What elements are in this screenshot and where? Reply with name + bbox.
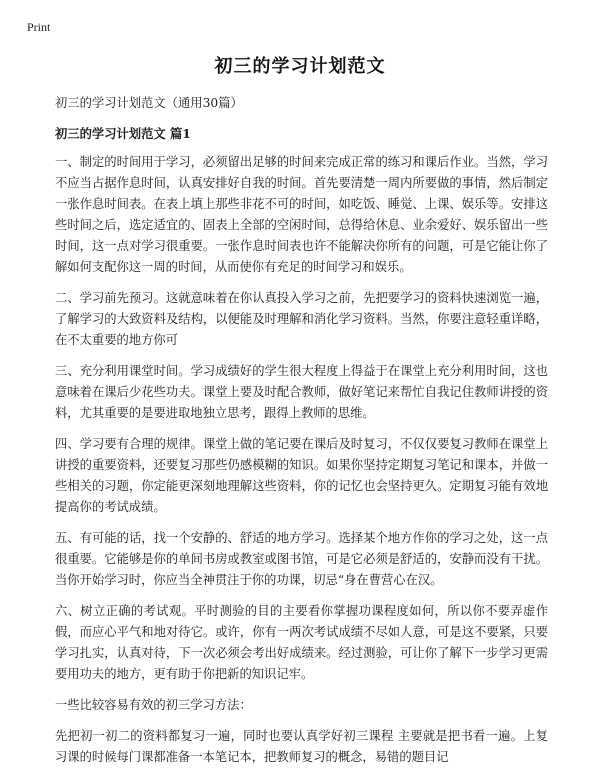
print-link[interactable]: Print <box>27 20 51 34</box>
document-subtitle: 初三的学习计划范文（通用30篇） <box>55 96 243 110</box>
paragraph-7: 一些比较容易有效的初三学习方法： <box>55 698 252 712</box>
paragraph-8: 先把初一初二的资料都复习一遍，同时也要认真学好初三课程 主要就是把书看一遍。上复习课的时候每门课都准备一本笔记本，把教师复习的概念，易错的题目记 <box>55 729 548 764</box>
paragraph-3: 三、充分利用课堂时间。学习成绩好的学生很大程度上得益于在课堂上充分利用时间，这也意味着在课后少花些功夫。课堂上要及时配合教师，做好笔记来帮忙自我记住教师讲授的资料，尤其重要的是要进取地独立思考，跟得上教师的思维。 <box>55 364 548 420</box>
paragraph-6: 六、树立正确的考试观。平时测验的目的主要看你掌握功课程度如何，所以你不要弄虚作假，而应心平气和地对待它。或许，你有一两次考试成绩不尽如人意，可是这不要紧，只要学习扎实，认真对待，下一次必须会考出好成绩来。经过测验，可让你了解下一步学习更需要用功夫的地方，更有助于你把新的知识记牢。 <box>55 604 548 681</box>
paragraph-4: 四、学习要有合理的规律。课堂上做的笔记要在课后及时复习，不仅仅要复习教师在课堂上讲授的重要资料，还要复习那些仍感模糊的知识。如果你坚持定期复习笔记和课本，并做一些相关的习题，你定能更深刻地理解这些资料，你的记忆也会坚持更久。定期复习能有效地提高你的考试成绩。 <box>55 437 548 514</box>
document-body <box>55 93 548 778</box>
page-title: 初三的学习计划范文 <box>214 56 386 77</box>
section-heading: 初三的学习计划范文 篇1 <box>55 126 191 141</box>
paragraph-5: 五、有可能的话，找一个安静的、舒适的地方学习。选择某个地方作你的学习之处，这一点很重要。它能够是你的单间书房或教室或图书馆，可是它必须是舒适的，安静而没有干扰。当你开始学习时，你应当全神贯注于你的功课，切忌“身在曹营心在汉。 <box>55 531 548 587</box>
paragraph-1: 一、制定的时间用于学习，必须留出足够的时间来完成正常的练习和课后作业。当然，学习不应当占据作息时间，认真安排好自我的时间。首先要清楚一周内所要做的事情，然后制定一张作息时间表。在表上填上那些非花不可的时间，如吃饭、睡觉、上课、娱乐等。安排这些时间之后，选定适宜的、固表上全部的空闲时间，总得给休息、业余爱好、娱乐留出一些时间，这一点对学习很重要。一张作息时间表也许不能解决你所有的问题，可是它能让你了解如何支配你这一周的时间，从而使你有充足的时间学习和娱乐。 <box>55 155 548 274</box>
paragraph-2: 二、学习前先预习。这就意味着在你认真投入学习之前，先把要学习的资料快速浏览一遍，了解学习的大致资料及结构，以便能及时理解和消化学习资料。当然，你要注意轻重详略，在不太重要的地方你可 <box>55 291 548 347</box>
